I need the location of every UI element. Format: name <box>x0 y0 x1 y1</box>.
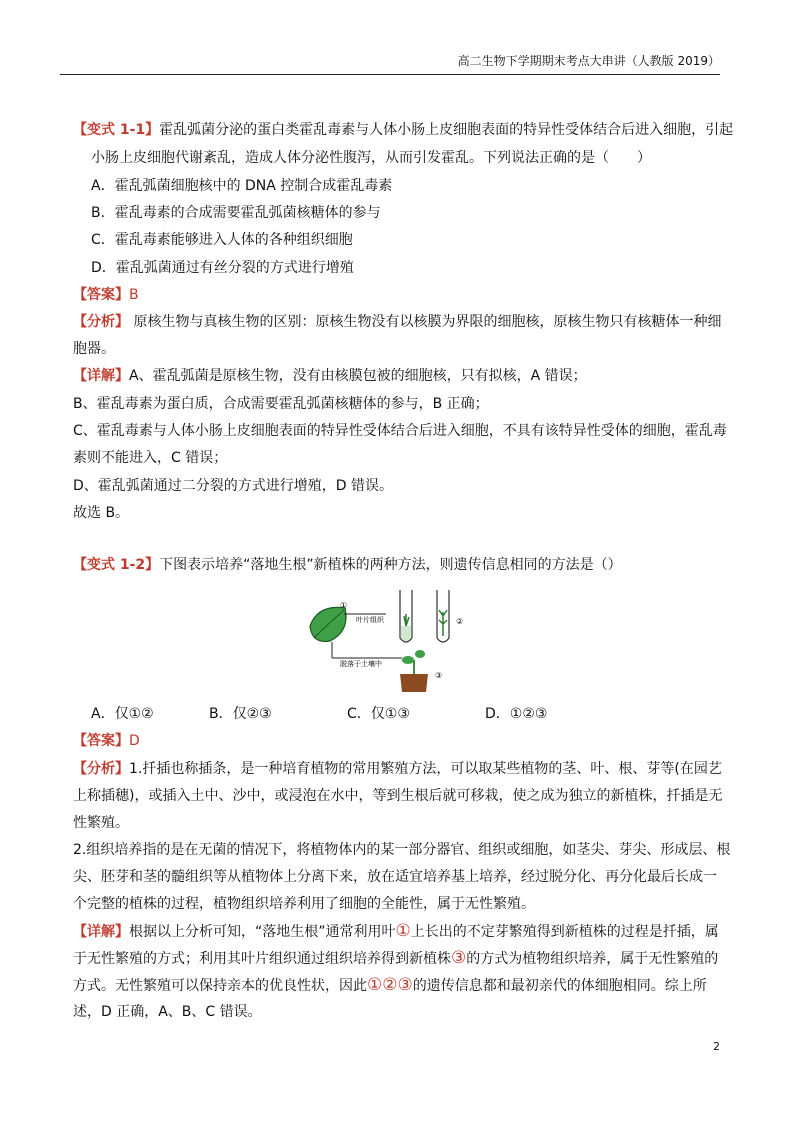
q1-analysis2: 胞器。 <box>73 341 115 357</box>
q2-analysis-tag: 【分析】 <box>73 761 129 777</box>
q2-option-b: B．仅②③ <box>209 706 272 722</box>
q2-analysis4: 2.组织培养指的是在无菌的情况下，将植物体内的某一部分器官、组织或细胞，如茎尖、芽尖、形成层、根 <box>73 842 731 858</box>
q2-detail2a: 于无性繁殖的方式；利用其叶片组织通过组织培养得到新植株 <box>73 951 451 967</box>
q2-stem: 下图表示培养“落地生根”新植株的两种方法，则遗传信息相同的方法是（） <box>159 557 622 573</box>
potted-plant-icon <box>400 674 428 692</box>
q2-analysis6: 个完整的植株的过程，植物组织培养利用了细胞的全能性，属于无性繁殖。 <box>73 896 535 912</box>
q2-analysis2: 上称插穗)，或插入土中、沙中，或浸泡在水中，等到生根后就可移栽，使之成为独立的新植株，扦插是无 <box>73 788 723 804</box>
page-number: 2 <box>713 1040 720 1053</box>
q2-options <box>91 704 547 724</box>
page-header <box>60 52 720 75</box>
q1-detail2: B、霍乱毒素为蛋白质，合成需要霍乱弧菌核糖体的参与，B 正确； <box>73 396 489 412</box>
q1-detail5: D、霍乱弧菌通过二分裂的方式进行增殖，D 错误。 <box>73 478 394 494</box>
fig-label-3: ③ <box>435 671 443 680</box>
q1-detail3: C、霍乱毒素与人体小肠上皮细胞表面的特异性受体结合后进入细胞，不具有该特异性受体的细胞，霍乱毒 <box>73 423 727 439</box>
q1-option-a: A．霍乱弧菌细胞核中的 DNA 控制合成霍乱毒素 <box>91 178 393 194</box>
q1-detail-tag: 【详解】 <box>73 368 129 384</box>
q2-analysis3: 性繁殖。 <box>73 815 129 831</box>
q2-analysis1: 1.扦插也称插条，是一种培育植物的常用繁殖方法，可以取某些植物的茎、叶、根、芽等(在园艺 <box>129 761 722 777</box>
q1-analysis1: 原核生物与真核生物的区别：原核生物没有以核膜为界限的细胞核，原核生物只有核糖体一种细 <box>133 314 722 330</box>
q1-analysis-line1 <box>73 312 721 332</box>
q2-detail4: 述，D 正确，A、B、C 错误。 <box>73 1004 262 1020</box>
q2-answer-tag: 【答案】 <box>73 733 129 749</box>
q1-conclusion: 故选 B。 <box>73 505 130 521</box>
q1-option-d: D．霍乱弧菌通过有丝分裂的方式进行增殖 <box>91 260 354 276</box>
q2-detail3b: 的遗传信息都和最初亲代的体细胞相同。综上所 <box>412 978 707 994</box>
q2-analysis-line1 <box>73 759 722 779</box>
q1-answer-value: B <box>129 287 139 303</box>
q1-answer-tag: 【答案】 <box>73 287 129 303</box>
header-title: 高二生物下学期期末考点大串讲（人教版 2019） <box>457 54 720 68</box>
q2-detail1b: 上长出的不定芽繁殖得到新植株的过程是扦插，属 <box>410 924 719 940</box>
q2-detail-line3 <box>73 975 707 996</box>
q1-tag: 【变式 1-1】 <box>73 122 160 138</box>
fig-label-tissue: 叶片组织 <box>356 616 384 624</box>
q2-option-a: A．仅①② <box>91 706 154 722</box>
q2-analysis5: 尖、胚芽和茎的髓组织等从植物体上分离下来，放在适宜培养基上培养，经过脱分化、再分化最后长成一 <box>73 869 717 885</box>
q2-option-c: C．仅①③ <box>347 706 410 722</box>
q2-detail2b: 的方式为植物组织培养，属于无性繁殖的 <box>466 951 719 967</box>
q2-stem-line <box>73 555 622 575</box>
q1-answer <box>73 285 139 305</box>
fig-label-fall: 脱落于土壤中 <box>340 660 382 668</box>
q2-detail1a: 根据以上分析可知，“落地生根”通常利用叶 <box>129 924 396 940</box>
q2-answer-value: D <box>129 733 140 749</box>
q2-detail-tag: 【详解】 <box>73 924 129 940</box>
q1-detail4: 素则不能进入，C 错误； <box>73 450 228 466</box>
q2-tag: 【变式 1-2】 <box>73 557 160 573</box>
q1-stem-line1 <box>73 120 733 140</box>
q1-detail-line1 <box>73 366 587 386</box>
q2-circle-1: ① <box>395 921 411 941</box>
q1-detail1: A、霍乱弧菌是原核生物，没有由核膜包被的细胞核，只有拟核，A 错误； <box>129 368 587 384</box>
q2-answer <box>73 731 140 751</box>
fig-label-1: ① <box>340 601 348 610</box>
q2-detail3a: 方式。无性繁殖可以保持亲本的优良性状，因此 <box>73 978 367 994</box>
q2-option-d: D．①②③ <box>485 706 548 722</box>
q1-stem2: 小肠上皮细胞代谢紊乱，造成人体分泌性腹泻，从而引发霍乱。下列说法正确的是（ ） <box>91 150 651 166</box>
q2-circle-3: ③ <box>451 948 467 968</box>
q1-stem1: 霍乱弧菌分泌的蛋白类霍乱毒素与人体小肠上皮细胞表面的特异性受体结合后进入细胞，引起 <box>159 122 734 138</box>
plant-propagation-figure <box>300 586 475 696</box>
q1-analysis-tag: 【分析】 <box>73 314 129 330</box>
q2-detail-line2 <box>73 948 718 969</box>
q1-option-c: C．霍乱毒素能够进入人体的各种组织细胞 <box>91 232 353 248</box>
q2-circle-123: ①②③ <box>367 975 413 995</box>
q2-detail-line1 <box>73 921 719 942</box>
fig-label-2: ② <box>456 617 464 626</box>
q1-option-b: B．霍乱毒素的合成需要霍乱弧菌核糖体的参与 <box>91 205 381 221</box>
